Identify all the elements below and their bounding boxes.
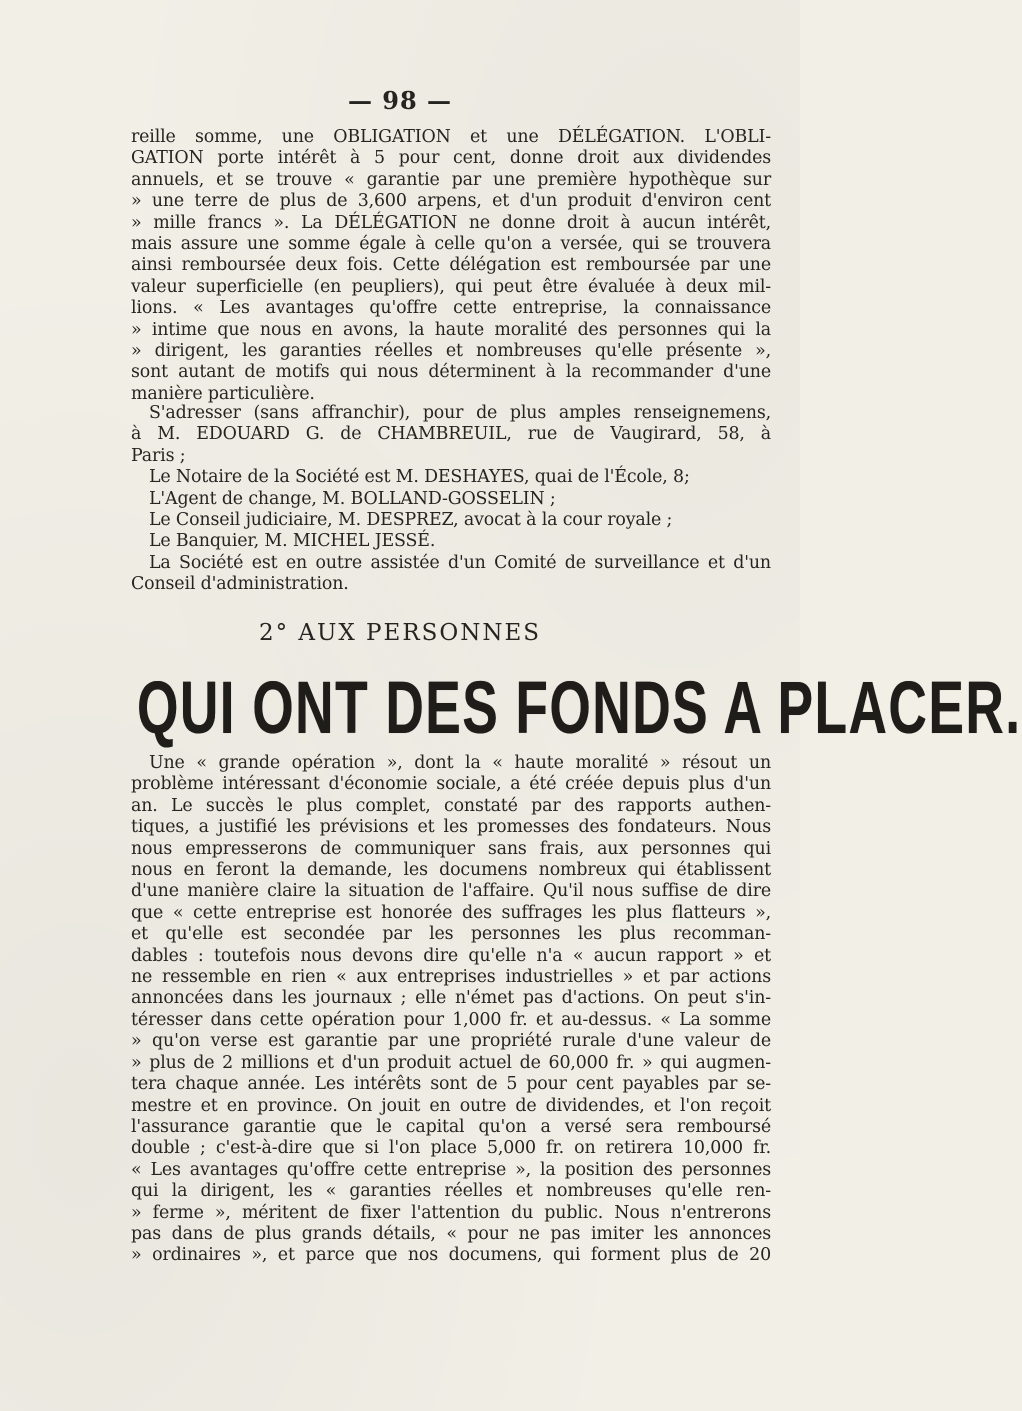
text-line: mestre et en province. On jouit en outre de dividendes, et l'on reçoit <box>131 1095 771 1116</box>
text-line: dables : toutefois nous devons dire qu'elle n'a « aucun rapport » et <box>131 945 771 966</box>
text-line: tiques, a justifié les prévisions et les promesses des fondateurs. Nous <box>131 817 771 838</box>
text-line: téresser dans cette opération pour 1,000 fr. et au-dessus. « La somme <box>131 1009 771 1030</box>
text-line: nous empresserons de communiquer sans frais, aux personnes qui <box>131 838 771 859</box>
text-line: » dirigent, les garanties réelles et nombreuses qu'elle présente », <box>131 341 771 362</box>
text-line: Paris ; <box>131 445 186 466</box>
page-number: — 98 — <box>347 86 453 115</box>
text-line: S'adresser (sans affranchir), pour de plus amples renseignemens, <box>149 403 771 423</box>
text-line: nous en feront la demande, les documens nombreux qui établissent <box>131 860 771 881</box>
text-line: lions. « Les avantages qu'offre cette entreprise, la connaissance <box>131 298 771 319</box>
text-line: ne ressemble en rien « aux entreprises industrielles » et par actions <box>131 967 771 988</box>
text-line: Une « grande opération », dont la « haute moralité » résout un <box>149 753 771 773</box>
paragraph-obligation-delegation <box>131 127 771 405</box>
text-line: qui la dirigent, les « garanties réelles et nombreuses qu'elle ren- <box>131 1181 771 1202</box>
text-line: La Société est en outre assistée d'un Comité de surveillance et d'un <box>149 552 771 573</box>
text-line: et qu'elle est secondée par les personnes les plus recomman- <box>131 924 771 945</box>
text-line: » ordinaires », et parce que nos documens, qui forment plus de 20 <box>131 1245 771 1266</box>
text-line: annoncées dans les journaux ; elle n'émet pas d'actions. On peut s'in- <box>131 988 771 1009</box>
paragraph-contacts <box>131 403 771 596</box>
display-title: QUI ONT DES FONDS A PLACER. <box>137 666 1022 749</box>
text-line: que « cette entreprise est honorée des suffrages les plus flatteurs », <box>131 902 771 923</box>
notaire-line: Le Notaire de la Société est M. DESHAYES, quai de l'École, 8; <box>149 467 690 488</box>
text-line: » plus de 2 millions et d'un produit actuel de 60,000 fr. » qui augmen- <box>131 1052 771 1073</box>
text-line: valeur superficielle (en peupliers), qui peut être évaluée à deux mil- <box>131 276 771 297</box>
agent-de-change-line: L'Agent de change, M. BOLLAND-GOSSELIN ; <box>149 488 556 509</box>
text-line: « Les avantages qu'offre cette entreprise », la position des personnes <box>131 1159 771 1180</box>
text-line: mais assure une somme égale à celle qu'on a versée, qui se trouvera <box>131 234 771 255</box>
text-line: pas dans de plus grands détails, « pour ne pas imiter les annonces <box>131 1223 771 1244</box>
banquier-line: Le Banquier, M. MICHEL JESSÉ. <box>149 531 436 552</box>
text-line: » qu'on verse est garantie par une propriété rurale d'une valeur de <box>131 1031 771 1052</box>
text-line: » une terre de plus de 3,600 arpens, et d'un produit d'environ cent <box>131 191 771 212</box>
text-line: ainsi remboursée deux fois. Cette délégation est remboursée par une <box>131 255 771 276</box>
text-line: an. Le succès le plus complet, constaté par des rapports authen- <box>131 795 771 816</box>
text-line: l'assurance garantie que le capital qu'on a versé sera remboursé <box>131 1116 771 1137</box>
text-line: double ; c'est-à-dire que si l'on place 5,000 fr. on retirera 10,000 fr. <box>131 1138 771 1159</box>
text-line: » intime que nous en avons, la haute moralité des personnes qui la <box>131 319 771 340</box>
text-line: problème intéressant d'économie sociale, a été créée depuis plus d'un <box>131 774 771 795</box>
text-line: Conseil d'administration. <box>131 574 349 595</box>
text-line: reille somme, une OBLIGATION et une DÉLÉGATION. L'OBLI- <box>131 127 771 147</box>
text-line: » mille francs ». La DÉLÉGATION ne donne droit à aucun intérêt, <box>131 212 771 233</box>
text-line: manière particulière. <box>131 383 315 404</box>
text-line: tera chaque année. Les intérêts sont de 5 pour cent payables par se- <box>131 1074 771 1095</box>
text-line: à M. EDOUARD G. de CHAMBREUIL, rue de Vaugirard, 58, à <box>131 424 771 445</box>
text-line: » ferme », méritent de fixer l'attention du public. Nous n'entrerons <box>131 1202 771 1223</box>
text-line: GATION porte intérêt à 5 pour cent, donne droit aux dividendes <box>131 148 771 169</box>
text-line: d'une manière claire la situation de l'affaire. Qu'il nous suffise de dire <box>131 881 771 902</box>
conseil-judiciaire-line: Le Conseil judiciaire, M. DESPREZ, avocat à la cour royale ; <box>149 510 673 531</box>
text-line: sont autant de motifs qui nous déterminent à la recommander d'une <box>131 362 771 383</box>
section-heading: 2° AUX PERSONNES <box>258 620 542 646</box>
paragraph-grande-operation <box>131 753 771 1267</box>
text-line: annuels, et se trouve « garantie par une première hypothèque sur <box>131 169 771 190</box>
